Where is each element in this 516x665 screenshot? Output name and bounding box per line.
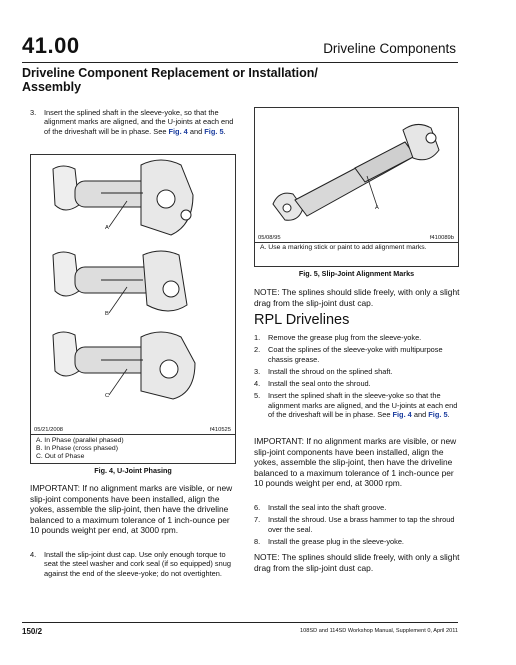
fig5-legend-rule (255, 242, 458, 243)
fig4-date: 05/21/2008 (34, 427, 64, 433)
page-title (22, 66, 322, 94)
legend-item: C. Out of Phase (36, 453, 85, 461)
fig5-caption: Fig. 5, Slip-Joint Alignment Marks (298, 269, 415, 278)
u-joint-phasing-illustration (31, 155, 235, 425)
manual-footer: 108SD and 114SD Workshop Manual, Supplement 0, April 2011 (300, 628, 458, 634)
legend-item: A. In Phase (parallel phased) (36, 437, 124, 444)
rpl-step-5: 5. Insert the splined shaft in the sleeve-yoke so that the alignment marks are aligned, and the U-joints at each end of the driveshaft will be in phase. See Fig. 4 and Fig. 5. (254, 391, 464, 419)
fig4-link[interactable]: Fig. 4 (392, 410, 412, 420)
important-note-left: IMPORTANT: If no alignment marks are visible, or new slip-joint components have been installed, align the yokes, assemble the slip-joint, then have the driveline balanced to a maximum tolerance of 1 inch-ounce per 10 pounds weight per end, at 3000 rpm. (30, 483, 233, 535)
important-note-right: IMPORTANT: If no alignment marks are visible, or new slip-joint components have been installed, align the yokes, assemble the slip-joint, then have the driveline balanced to a maximum tolerance of 1 inch-ounce per 10 pounds weight per end, at 3000 rpm. (254, 436, 457, 488)
section-number: 41.00 (22, 33, 80, 58)
fig4-label-a: A (105, 225, 109, 231)
step-number: 4. (30, 550, 37, 559)
rpl-step-7: 7. Install the shroud. Use a brass hammer to tap the shroud over the seal. (254, 515, 455, 534)
fig5-date: 05/08/95 (258, 235, 281, 241)
fig4-label-c: C (105, 393, 110, 399)
fig5-link[interactable]: Fig. 5 (204, 126, 224, 136)
fig4-label-b: B (105, 311, 109, 317)
step-number: 3. (30, 108, 37, 117)
rpl-step-3: 3. Install the shroud on the splined shaft. (254, 366, 393, 376)
page-title-line1: Driveline Component Replacement or Installation/ (22, 66, 318, 80)
rpl-step-6: 6. Install the seal into the shaft groove. (254, 503, 387, 512)
fig5-label-a: A (375, 205, 379, 211)
legend-item: B. In Phase (cross phased) (36, 445, 118, 453)
rpl-step-2: 2. Coat the splines of the sleeve-yoke with multipurpose chassis grease. (254, 345, 443, 364)
footer-rule (22, 622, 458, 623)
figure-5 (254, 107, 459, 267)
step-3 (30, 108, 238, 136)
page-number: 150/2 (22, 627, 43, 636)
rpl-step-4: 4. Install the seal onto the shroud. (254, 379, 371, 389)
figure-4 (30, 154, 236, 464)
step-4 (30, 550, 238, 578)
rpl-steps (254, 333, 464, 419)
step-text: Insert the splined shaft in the sleeve-yoke, so that the alignment marks are aligned, and the U-joints at each end of the driveshaft will be in phase. See Fig. 4 and Fig. 5. (44, 108, 234, 136)
step-text: Insert the splined shaft in the sleeve-yoke so that the alignment marks are aligned, and the U-joints at each end of the driveshaft will be in phase. See Fig. 4 and Fig. 5. (268, 391, 458, 420)
fig5-link[interactable]: Fig. 5 (428, 410, 448, 420)
rpl-step-1: 1. Remove the grease plug from the sleeve-yoke. (254, 333, 422, 342)
chapter-title: Driveline Components (323, 41, 456, 56)
rpl-step-8: 8. Install the grease plug in the sleeve-yoke. (254, 536, 404, 546)
rpl-heading: RPL Drivelines (254, 312, 350, 328)
fig4-code: f410525 (210, 427, 231, 433)
header-rule (22, 62, 458, 63)
fig4-caption: Fig. 4, U-Joint Phasing (94, 466, 172, 475)
fig5-legend: A. Use a marking stick or paint to add alignment marks. (260, 244, 427, 251)
fig4-legend (36, 437, 124, 462)
rpl-steps-b (254, 503, 464, 546)
page-title-line2: Assembly (22, 80, 82, 94)
fig4-link[interactable]: Fig. 4 (168, 126, 188, 136)
step-text: Install the slip-joint dust cap. Use only enough torque to seat the steel washer and cork seal (if so equipped) snug against the end of the sleeve-yoke; do not overtighten. (44, 550, 231, 578)
note-1: NOTE: The splines should slide freely, with only a slight drag from the slip-joint dust cap. (254, 287, 460, 308)
note-2: NOTE: The splines should slide freely, with only a slight drag from the slip-joint dust cap. (254, 552, 460, 573)
fig4-legend-rule (31, 434, 235, 435)
fig5-code: f410089b (429, 235, 454, 241)
slip-joint-illustration (255, 108, 458, 236)
